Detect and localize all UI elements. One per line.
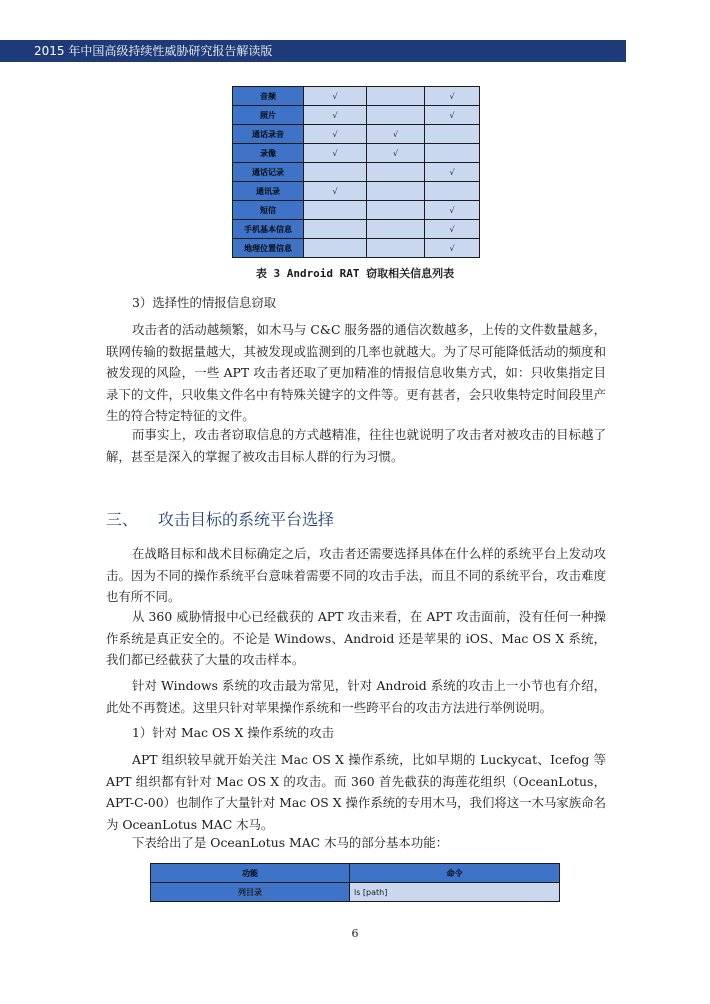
table-row <box>233 239 480 258</box>
check-cell: √ <box>304 144 367 163</box>
row-label: 通话记录 <box>233 163 304 182</box>
table-header-row <box>151 864 560 883</box>
check-cell: √ <box>304 106 367 125</box>
check-cell: √ <box>425 220 480 239</box>
page-number: 6 <box>351 927 359 940</box>
row-label: 照片 <box>233 106 304 125</box>
table-row <box>233 144 480 163</box>
check-cell <box>367 87 425 106</box>
check-cell <box>304 239 367 258</box>
check-cell <box>425 182 480 201</box>
row-label: 通讯录 <box>233 182 304 201</box>
table-row <box>151 883 560 902</box>
table-row <box>233 125 480 144</box>
row-label: 录像 <box>233 144 304 163</box>
table-android-rat-body <box>233 87 480 258</box>
row-label: 手机基本信息 <box>233 220 304 239</box>
check-cell <box>367 239 425 258</box>
paragraph-table-intro: 下表给出了是 OceanLotus MAC 木马的部分基本功能： <box>132 835 448 850</box>
row-label: 地理位置信息 <box>233 239 304 258</box>
row-label: 音频 <box>233 87 304 106</box>
check-cell: √ <box>367 125 425 144</box>
check-cell: √ <box>425 239 480 258</box>
header-title: 2015 年中国高级持续性威胁研究报告解读版 <box>34 44 273 58</box>
paragraph-oceanlotus: APT 组织较早就开始关注 Mac OS X 操作系统，比如早期的 Luckycat、Icefog 等 APT 组织都有针对 Mac OS X 的攻击。而 360 首先截获的海莲花组织（OceanLotus，APT-C-00）也制作了大量针对 Mac OS X 操作系统的专用木马，我们将这一木马家族命名为 OceanLotus MAC 木马。 <box>106 752 606 832</box>
row-label: 通话录音 <box>233 125 304 144</box>
column-header-command: 命令 <box>350 864 560 883</box>
header-rule <box>370 51 626 53</box>
table-oceanlotus-functions <box>150 863 560 902</box>
function-cell: 列目录 <box>151 883 350 902</box>
check-cell: √ <box>425 163 480 182</box>
check-cell <box>367 182 425 201</box>
paragraph-precision: 而事实上，攻击者窃取信息的方式越精准，往往也就说明了攻击者对被攻击的目标越了解，甚至是深入的掌握了被攻击目标人群的行为习惯。 <box>106 427 606 464</box>
subheading-mac-os-x: 1）针对 Mac OS X 操作系统的攻击 <box>132 725 335 740</box>
check-cell: √ <box>425 201 480 220</box>
table-row <box>233 182 480 201</box>
check-cell <box>304 163 367 182</box>
check-cell <box>367 106 425 125</box>
check-cell <box>367 163 425 182</box>
command-cell: ls [path] <box>350 883 560 902</box>
paragraph-no-safe-os: 从 360 威胁情报中心已经截获的 APT 攻击来看，在 APT 攻击面前，没有任何一种操作系统是真正安全的。不论是 Windows、Android 还是苹果的 iOS、Mac OS X 系统，我们都已经截获了大量的攻击样本。 <box>106 609 606 667</box>
check-cell <box>425 144 480 163</box>
check-cell: √ <box>304 87 367 106</box>
check-cell: √ <box>425 87 480 106</box>
check-cell: √ <box>367 144 425 163</box>
table-caption: 表 3 Android RAT 窃取相关信息列表 <box>255 267 455 280</box>
check-cell: √ <box>425 106 480 125</box>
section-number: 三、 <box>106 510 139 529</box>
table-android-rat <box>232 86 480 258</box>
check-cell <box>304 201 367 220</box>
section-heading <box>106 507 334 530</box>
table-row <box>233 106 480 125</box>
subheading-selective-theft: 3）选择性的情报信息窃取 <box>132 295 277 310</box>
table-row <box>233 220 480 239</box>
check-cell <box>304 220 367 239</box>
check-cell: √ <box>304 125 367 144</box>
check-cell: √ <box>304 182 367 201</box>
row-label: 短信 <box>233 201 304 220</box>
check-cell <box>367 220 425 239</box>
table-row <box>233 163 480 182</box>
check-cell <box>367 201 425 220</box>
section-title: 攻击目标的系统平台选择 <box>158 510 335 529</box>
paragraph-platform-choice: 在战略目标和战术目标确定之后，攻击者还需要选择具体在什么样的系统平台上发动攻击。因为不同的操作系统平台意味着需要不同的攻击手法，而且不同的系统平台，攻击难度也有所不同。 <box>106 546 606 604</box>
paragraph-windows-android: 针对 Windows 系统的攻击最为常见，针对 Android 系统的攻击上一小节也有介绍，此处不再赘述。这里只针对苹果操作系统和一些跨平台的攻击方法进行举例说明。 <box>106 678 606 715</box>
paragraph-activity-frequency: 攻击者的活动越频繁，如木马与 C&C 服务器的通信次数越多，上传的文件数量越多，联网传输的数据量越大，其被发现或监测到的几率也就越大。为了尽可能降低活动的频度和被发现的风险，一些 APT 攻击者还取了更加精准的情报信息收集方式，如：只收集指定目录下的文件，只收集文件名中有特殊关键字的文件等。更有甚者，会只收集特定时间段里产生的符合特定特征的文件。 <box>106 322 606 423</box>
check-cell <box>425 125 480 144</box>
table-row <box>233 87 480 106</box>
table-row <box>233 201 480 220</box>
column-header-function: 功能 <box>151 864 350 883</box>
